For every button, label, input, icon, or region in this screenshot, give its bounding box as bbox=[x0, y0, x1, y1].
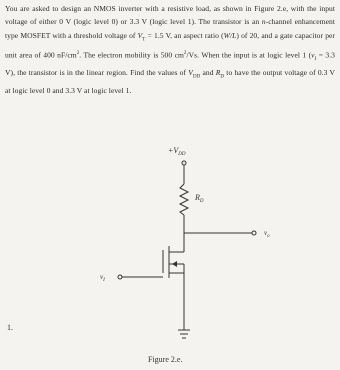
nmos-body-arrow bbox=[172, 261, 177, 267]
vdd-terminal bbox=[182, 161, 186, 165]
figure-caption: Figure 2.e. bbox=[148, 355, 183, 364]
page-number: 1. bbox=[7, 323, 13, 332]
vi-terminal bbox=[118, 275, 122, 279]
problem-statement: You are asked to design an NMOS inverter with a resistive load, as shown in Figure 2.e, with the input voltage of either 0 V (logic level 0) or 3.3 V (logic level 1). The transistor is an n-channel enhancement type MOSFET with a threshold voltage of $V_T = 1.5$ V, an aspect ratio (W/L) of 20, and a gate capacitor per unit area of 400 $nF/cm^2$. The electron mobility is 500 $cm^2/Vs$. When the input is at logic level 1 ($v_I = 3.3$ V), the transistor is in the linear region. Find the values of $V_{DD}$ and $R_D$ to have the output voltage of 0.3 V at logic level 0 and 3.3 V at logic level 1. bbox=[5, 4, 336, 96]
resistor-rd bbox=[180, 184, 188, 215]
rd-label: $R_D$ bbox=[195, 193, 204, 204]
vo-label: $v_o$ bbox=[264, 229, 270, 239]
vi-label: $v_I$ bbox=[100, 273, 105, 283]
vo-terminal bbox=[252, 231, 256, 235]
vdd-label: $+V_{DD}$ bbox=[168, 146, 186, 157]
